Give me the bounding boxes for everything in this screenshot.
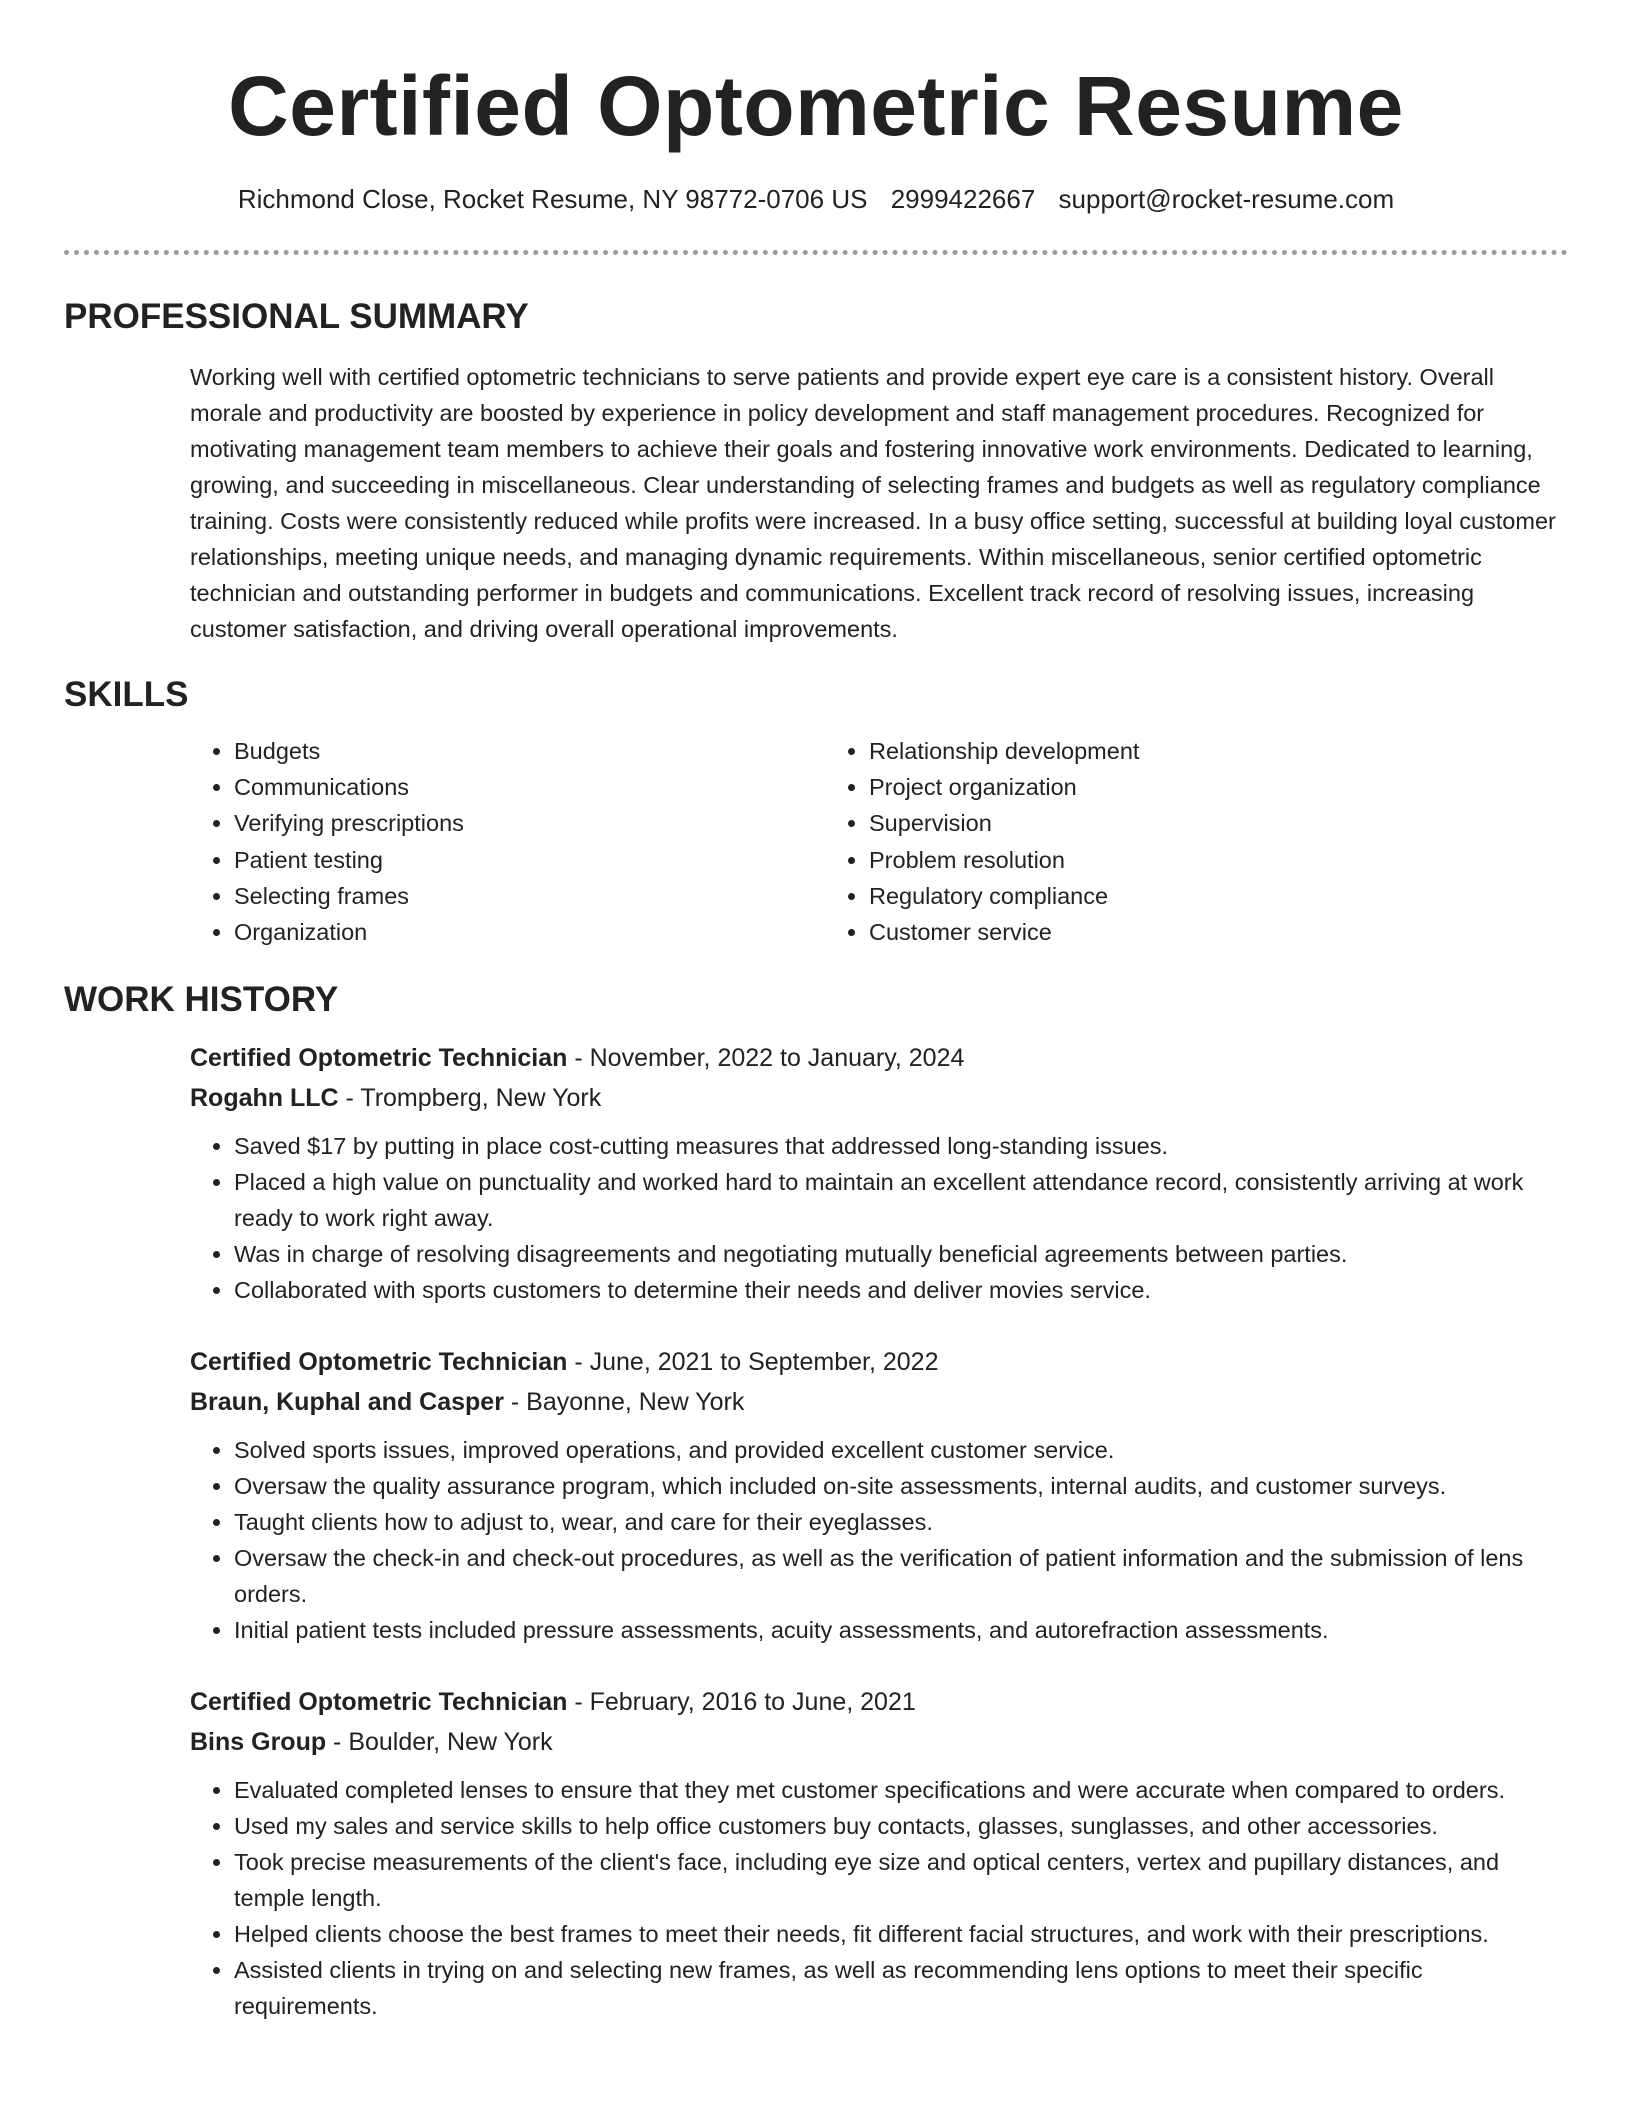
summary-text: Working well with certified optometric technicians to serve patients and provide expert eye care is a consistent history. Overall morale and productivity are boosted by experience in policy development and staff management procedures. Recognized for motivating management team members to achieve their goals and fostering innovative work environments. Dedicated to learning, growing, and succeeding in miscellaneous. Clear understanding of selecting frames and budgets as well as regulatory compliance training. Costs were consistently reduced while profits were increased. In a busy office setting, successful at building loyal customer relationships, meeting unique needs, and managing dynamic requirements. Within miscellaneous, senior certified optometric technician and outstanding performer in budgets and communications. Excellent track record of resolving issues, increasing customer satisfaction, and driving overall operational improvements. (190, 364, 1556, 642)
skill-item: • Relationship development (869, 733, 1460, 769)
job-bullet: • Took precise measurements of the client's face, including eye size and optical centers, vertex and pupillary distances, and temple length. (234, 1844, 1568, 1916)
skill-item: • Communications (234, 769, 825, 805)
skill-item: • Regulatory compliance (869, 878, 1460, 914)
job-bullets (190, 1128, 1568, 1308)
job-dates: - November, 2022 to January, 2024 (567, 1044, 965, 1073)
job-bullet: • Placed a high value on punctuality and worked hard to maintain an excellent attendance record, consistently arriving at work ready to work right away. (234, 1164, 1568, 1236)
job-bullet: • Assisted clients in trying on and selecting new frames, as well as recommending lens options to meet their specific requirements. (234, 1952, 1568, 2024)
contact-address: Richmond Close, Rocket Resume, NY 98772-0706 US (237, 184, 868, 214)
job-company-line (190, 1078, 1568, 1118)
job-title-line (190, 1342, 1568, 1382)
skill-item: • Organization (234, 914, 825, 950)
job-company: Bins Group (190, 1728, 327, 1757)
job-entry (190, 1038, 1568, 1308)
job-bullet: • Solved sports issues, improved operations, and provided excellent customer service. (234, 1432, 1568, 1468)
job-location: - Trompberg, New York (338, 1084, 602, 1113)
skills-heading: SKILLS (64, 675, 189, 714)
skill-item: • Budgets (234, 733, 825, 769)
job-role: Certified Optometric Technician (190, 1348, 568, 1377)
job-dates: - February, 2016 to June, 2021 (567, 1688, 916, 1717)
job-company: Braun, Kuphal and Casper (190, 1388, 504, 1417)
job-title-line (190, 1038, 1568, 1078)
skill-item: • Customer service (869, 914, 1460, 950)
job-bullet: • Saved $17 by putting in place cost-cutting measures that addressed long-standing issues. (234, 1128, 1568, 1164)
job-role: Certified Optometric Technician (190, 1688, 568, 1717)
job-company-line (190, 1722, 1568, 1762)
job-role: Certified Optometric Technician (190, 1044, 568, 1073)
header-divider (64, 250, 1568, 255)
job-bullet: • Taught clients how to adjust to, wear, and care for their eyeglasses. (234, 1504, 1568, 1540)
skills-column-right (825, 733, 1460, 950)
job-bullet: • Oversaw the quality assurance program, which included on-site assessments, internal audits, and customer surveys. (234, 1468, 1568, 1504)
skill-item: • Selecting frames (234, 878, 825, 914)
skill-item: • Project organization (869, 769, 1460, 805)
job-bullet: • Oversaw the check-in and check-out procedures, as well as the verification of patient information and the submission of lens orders. (234, 1540, 1568, 1612)
job-bullets (190, 1432, 1568, 1648)
job-location: - Bayonne, New York (503, 1388, 745, 1417)
skill-item: • Supervision (869, 805, 1460, 841)
job-bullet: • Initial patient tests included pressure assessments, acuity assessments, and autorefraction assessments. (234, 1612, 1568, 1648)
job-bullet: • Collaborated with sports customers to determine their needs and deliver movies service. (234, 1272, 1568, 1308)
job-entry (190, 1682, 1568, 2024)
job-company-line (190, 1382, 1568, 1422)
skills-list (190, 733, 1568, 950)
job-company: Rogahn LLC (190, 1084, 339, 1113)
resume-name: Certified Optometric Resume (228, 59, 1404, 153)
summary-heading: PROFESSIONAL SUMMARY (64, 297, 529, 336)
job-dates: - June, 2021 to September, 2022 (567, 1348, 939, 1377)
skill-item: • Verifying prescriptions (234, 805, 825, 841)
job-entry (190, 1342, 1568, 1648)
work-history-heading: WORK HISTORY (64, 980, 339, 1020)
job-bullets (190, 1772, 1568, 2024)
contact-line (64, 182, 1568, 216)
skill-item: • Patient testing (234, 842, 825, 878)
skill-item: • Problem resolution (869, 842, 1460, 878)
contact-email[interactable]: support@rocket-resume.com (1058, 184, 1395, 214)
contact-phone: 2999422667 (890, 184, 1036, 214)
job-location: - Boulder, New York (326, 1728, 553, 1757)
job-title-line (190, 1682, 1568, 1722)
job-bullet: • Was in charge of resolving disagreements and negotiating mutually beneficial agreements between parties. (234, 1236, 1568, 1272)
skills-column-left (190, 733, 825, 950)
job-bullet: • Evaluated completed lenses to ensure that they met customer specifications and were accurate when compared to orders. (234, 1772, 1568, 1808)
job-bullet: • Helped clients choose the best frames to meet their needs, fit different facial structures, and work with their prescriptions. (234, 1916, 1568, 1952)
job-bullet: • Used my sales and service skills to help office customers buy contacts, glasses, sunglasses, and other accessories. (234, 1808, 1568, 1844)
